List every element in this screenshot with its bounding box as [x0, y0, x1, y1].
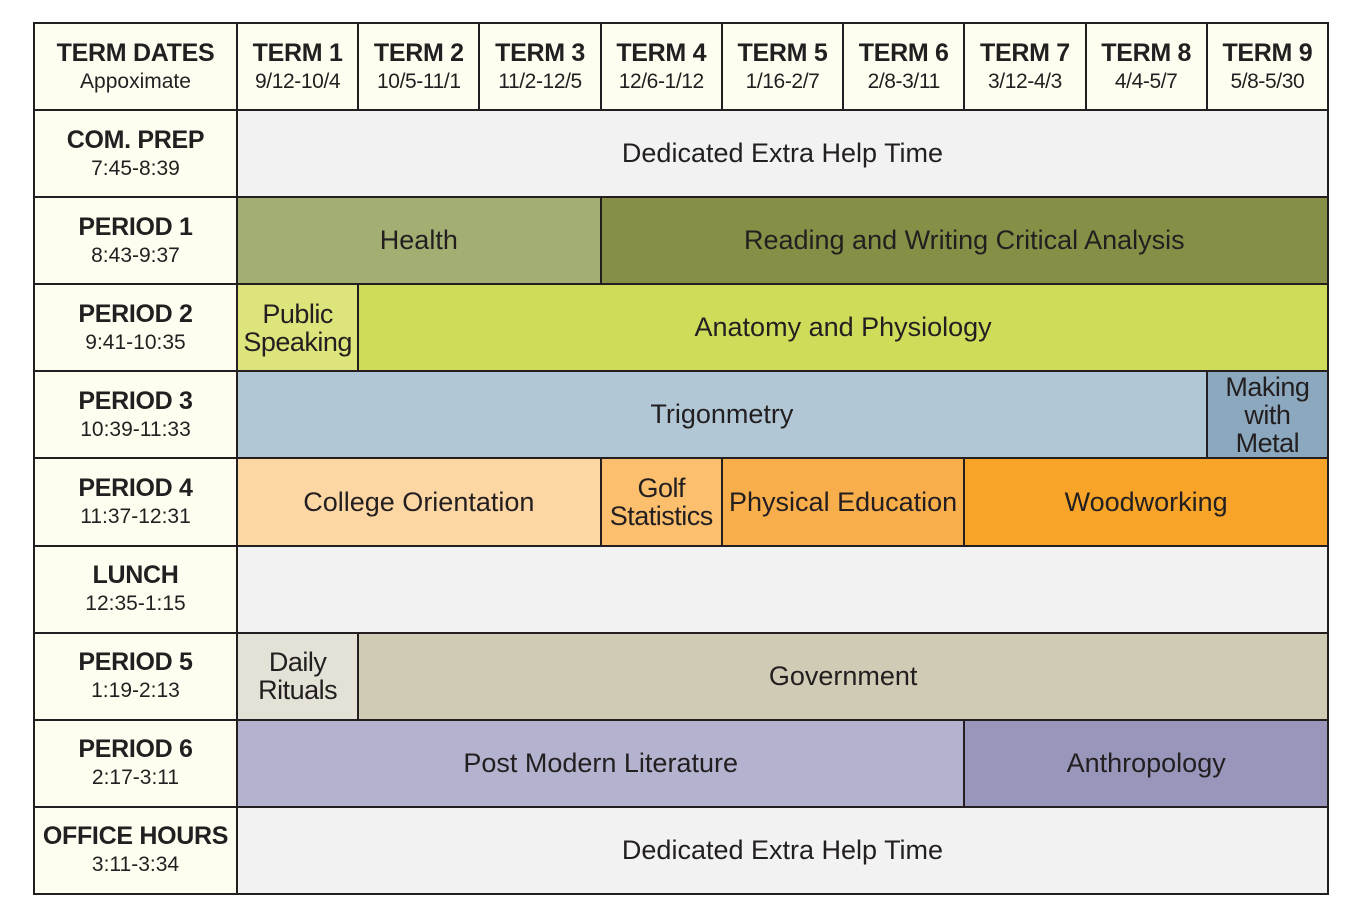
anthropology-block	[965, 721, 1329, 808]
term-name: TERM 6	[858, 38, 949, 67]
health-block	[238, 198, 602, 285]
public-speaking-block	[238, 285, 359, 372]
term-dates: 10/5-11/1	[377, 69, 461, 93]
term-name: TERM 8	[1101, 38, 1192, 67]
trigonometry-block	[238, 372, 1208, 459]
block-label: Trigonmetry	[650, 399, 794, 430]
term-name: TERM 9	[1222, 38, 1313, 67]
golf-statistics-block	[602, 459, 723, 546]
office-hours-block	[238, 808, 1329, 895]
block-label: Anatomy and Physiology	[694, 312, 992, 343]
term-dates: 3/12-4/3	[988, 69, 1062, 93]
term-dates: 1/16-2/7	[745, 69, 820, 93]
term-name: TERM 1	[252, 38, 343, 67]
term-dates-header	[35, 24, 238, 111]
row-time: 3:11-3:34	[91, 853, 180, 877]
term-dates: 5/8-5/30	[1230, 69, 1305, 93]
term-dates-subtitle: Appoximate	[80, 69, 191, 93]
block-label: Dedicated Extra Help Time	[621, 138, 944, 169]
woodworking-block	[965, 459, 1329, 546]
post-modern-literature-block	[238, 721, 965, 808]
term-name: TERM 3	[495, 38, 585, 67]
term-5-header	[723, 24, 844, 111]
term-6-header	[844, 24, 965, 111]
row-header-period-1	[35, 198, 238, 285]
term-name: TERM 5	[737, 38, 828, 67]
term-name: TERM 7	[980, 38, 1070, 67]
term-2-header	[359, 24, 480, 111]
row-time: 11:37-12:31	[80, 505, 191, 529]
row-name: PERIOD 4	[78, 474, 193, 503]
row-time: 1:19-2:13	[91, 679, 180, 703]
row-header-period-2	[35, 285, 238, 372]
row-header-period-3	[35, 372, 238, 459]
reading-writing-block	[602, 198, 1329, 285]
com-prep-block	[238, 111, 1329, 198]
row-name: PERIOD 5	[78, 648, 193, 677]
block-label-line-2: Statistics	[609, 501, 713, 532]
block-label-line-2: Rituals	[258, 675, 338, 706]
block-label: Dedicated Extra Help Time	[621, 834, 944, 865]
row-time: 7:45-8:39	[91, 156, 180, 180]
row-header-office-hours	[35, 808, 238, 895]
row-header-period-5	[35, 634, 238, 721]
block-label: Physical Education	[729, 486, 958, 517]
row-header-period-4	[35, 459, 238, 546]
row-header-period-6	[35, 721, 238, 808]
row-time: 8:43-9:37	[91, 243, 180, 267]
block-label-line-1: Golf	[637, 473, 686, 504]
block-label-line-1: Making	[1225, 372, 1310, 402]
term-dates: 9/12-10/4	[255, 69, 341, 93]
term-dates-title: TERM DATES	[56, 38, 215, 67]
row-time: 9:41-10:35	[85, 330, 186, 354]
block-label-line-1: Public	[262, 298, 333, 329]
row-name: PERIOD 1	[78, 212, 193, 241]
term-3-header	[480, 24, 601, 111]
government-block	[359, 634, 1329, 721]
term-4-header	[602, 24, 723, 111]
row-header-com-prep	[35, 111, 238, 198]
row-name: PERIOD 2	[78, 299, 193, 328]
block-label-line-2: Speaking	[243, 326, 352, 357]
term-9-header	[1208, 24, 1329, 111]
block-label: Anthropology	[1066, 747, 1226, 778]
row-time: 12:35-1:15	[85, 592, 186, 616]
daily-rituals-block	[238, 634, 359, 721]
schedule-grid	[33, 22, 1329, 895]
row-time: 10:39-11:33	[80, 417, 191, 441]
physical-education-block	[723, 459, 965, 546]
term-dates: 2/8-3/11	[867, 69, 940, 93]
term-7-header	[965, 24, 1086, 111]
term-1-header	[238, 24, 359, 111]
lunch-block	[238, 547, 1329, 634]
term-name: TERM 2	[373, 38, 464, 67]
term-dates: 11/2-12/5	[498, 69, 582, 93]
row-time: 2:17-3:11	[91, 766, 180, 790]
term-name: TERM 4	[616, 38, 707, 67]
block-label: Post Modern Literature	[463, 747, 738, 778]
college-orientation-block	[238, 459, 602, 546]
term-dates: 4/4-5/7	[1114, 69, 1178, 93]
row-name: COM. PREP	[66, 125, 205, 154]
row-name: PERIOD 3	[78, 386, 193, 415]
term-dates: 12/6-1/12	[618, 69, 704, 93]
block-label: Woodworking	[1064, 486, 1228, 517]
row-name: OFFICE HOURS	[42, 822, 229, 851]
block-label: Health	[379, 225, 458, 256]
block-label-line-2: with Metal	[1235, 399, 1300, 458]
row-name: PERIOD 6	[78, 735, 193, 764]
block-label: College Orientation	[303, 486, 535, 517]
term-8-header	[1087, 24, 1208, 111]
making-with-metal-block	[1208, 372, 1329, 459]
block-label-line-1: Daily	[268, 647, 327, 678]
block-label: Government	[768, 660, 918, 691]
block-label: Reading and Writing Critical Analysis	[743, 225, 1185, 256]
anatomy-block	[359, 285, 1329, 372]
row-name: LUNCH	[92, 561, 179, 590]
row-header-lunch	[35, 547, 238, 634]
